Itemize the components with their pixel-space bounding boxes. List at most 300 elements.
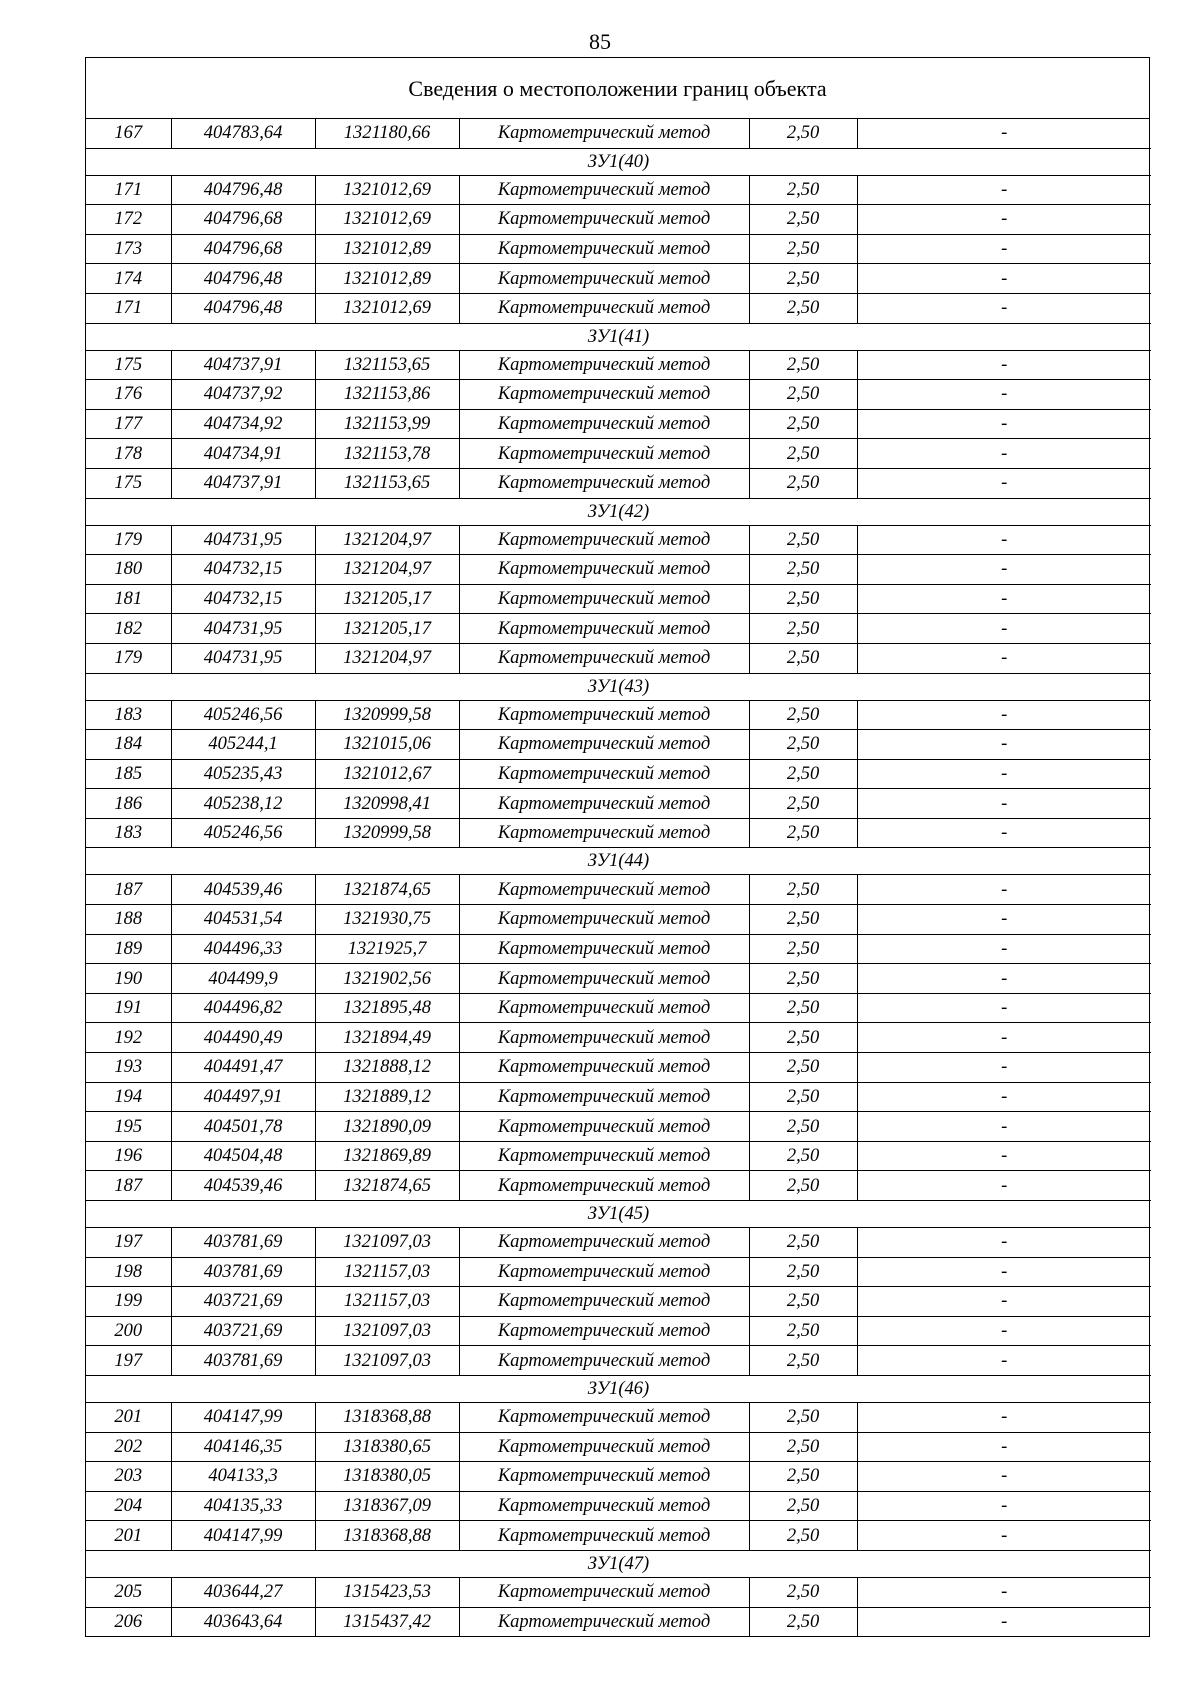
- method-cell: Картометрический метод: [459, 1228, 749, 1258]
- point-number-cell: 200: [86, 1316, 171, 1346]
- y-coordinate-cell: 1321930,75: [315, 905, 459, 935]
- precision-cell: 2,50: [749, 1346, 857, 1376]
- section-label: ЗУ1(43): [86, 673, 1151, 700]
- x-coordinate-cell: 405235,43: [171, 759, 315, 789]
- point-number-cell: 175: [86, 350, 171, 380]
- point-number-cell: 180: [86, 555, 171, 585]
- section-header-row: [86, 1201, 1151, 1228]
- method-cell: Картометрический метод: [459, 380, 749, 410]
- note-cell: -: [857, 1607, 1151, 1636]
- note-cell: -: [857, 875, 1151, 905]
- section-label: ЗУ1(41): [86, 323, 1151, 350]
- x-coordinate-cell: 404731,95: [171, 525, 315, 555]
- x-coordinate-cell: 404783,64: [171, 119, 315, 148]
- y-coordinate-cell: 1321097,03: [315, 1346, 459, 1376]
- note-cell: -: [857, 1287, 1151, 1317]
- method-cell: Картометрический метод: [459, 700, 749, 730]
- point-number-cell: 186: [86, 789, 171, 819]
- precision-cell: 2,50: [749, 293, 857, 323]
- table-row: [86, 1287, 1151, 1317]
- note-cell: -: [857, 730, 1151, 760]
- method-cell: Картометрический метод: [459, 1082, 749, 1112]
- point-number-cell: 178: [86, 439, 171, 469]
- method-cell: Картометрический метод: [459, 1257, 749, 1287]
- precision-cell: 2,50: [749, 614, 857, 644]
- table-row: [86, 1577, 1151, 1607]
- y-coordinate-cell: 1321012,67: [315, 759, 459, 789]
- section-header-row: [86, 1375, 1151, 1402]
- precision-cell: 2,50: [749, 1082, 857, 1112]
- precision-cell: 2,50: [749, 730, 857, 760]
- point-number-cell: 188: [86, 905, 171, 935]
- note-cell: -: [857, 525, 1151, 555]
- table-row: [86, 525, 1151, 555]
- point-number-cell: 173: [86, 234, 171, 264]
- y-coordinate-cell: 1318368,88: [315, 1521, 459, 1551]
- table-row: [86, 264, 1151, 294]
- table-row: [86, 1082, 1151, 1112]
- precision-cell: 2,50: [749, 1577, 857, 1607]
- x-coordinate-cell: 403644,27: [171, 1577, 315, 1607]
- method-cell: Картометрический метод: [459, 789, 749, 819]
- x-coordinate-cell: 404732,15: [171, 584, 315, 614]
- x-coordinate-cell: 404796,48: [171, 175, 315, 205]
- x-coordinate-cell: 403781,69: [171, 1346, 315, 1376]
- x-coordinate-cell: 404737,91: [171, 350, 315, 380]
- table-row: [86, 700, 1151, 730]
- table-row: [86, 1521, 1151, 1551]
- y-coordinate-cell: 1321869,89: [315, 1141, 459, 1171]
- point-number-cell: 181: [86, 584, 171, 614]
- x-coordinate-cell: 405246,56: [171, 818, 315, 848]
- method-cell: Картометрический метод: [459, 1053, 749, 1083]
- x-coordinate-cell: 404135,33: [171, 1491, 315, 1521]
- table-row: [86, 350, 1151, 380]
- x-coordinate-cell: 404490,49: [171, 1023, 315, 1053]
- table-row: [86, 905, 1151, 935]
- precision-cell: 2,50: [749, 759, 857, 789]
- x-coordinate-cell: 404496,33: [171, 934, 315, 964]
- note-cell: -: [857, 409, 1151, 439]
- precision-cell: 2,50: [749, 1112, 857, 1142]
- y-coordinate-cell: 1318367,09: [315, 1491, 459, 1521]
- table-row: [86, 818, 1151, 848]
- precision-cell: 2,50: [749, 964, 857, 994]
- point-number-cell: 189: [86, 934, 171, 964]
- precision-cell: 2,50: [749, 350, 857, 380]
- x-coordinate-cell: 404731,95: [171, 614, 315, 644]
- note-cell: -: [857, 264, 1151, 294]
- point-number-cell: 172: [86, 205, 171, 235]
- note-cell: -: [857, 1082, 1151, 1112]
- y-coordinate-cell: 1321012,69: [315, 175, 459, 205]
- table-row: [86, 730, 1151, 760]
- note-cell: -: [857, 175, 1151, 205]
- table-row: [86, 1228, 1151, 1258]
- point-number-cell: 175: [86, 468, 171, 498]
- x-coordinate-cell: 404737,92: [171, 380, 315, 410]
- point-number-cell: 171: [86, 293, 171, 323]
- point-number-cell: 187: [86, 1171, 171, 1201]
- method-cell: Картометрический метод: [459, 439, 749, 469]
- method-cell: Картометрический метод: [459, 905, 749, 935]
- table-title: Сведения о местоположении границ объекта: [86, 58, 1149, 119]
- point-number-cell: 192: [86, 1023, 171, 1053]
- point-number-cell: 205: [86, 1577, 171, 1607]
- note-cell: -: [857, 1023, 1151, 1053]
- method-cell: Картометрический метод: [459, 1141, 749, 1171]
- method-cell: Картометрический метод: [459, 875, 749, 905]
- y-coordinate-cell: 1321205,17: [315, 584, 459, 614]
- point-number-cell: 171: [86, 175, 171, 205]
- precision-cell: 2,50: [749, 1432, 857, 1462]
- note-cell: -: [857, 439, 1151, 469]
- note-cell: -: [857, 1316, 1151, 1346]
- note-cell: -: [857, 293, 1151, 323]
- precision-cell: 2,50: [749, 175, 857, 205]
- precision-cell: 2,50: [749, 1287, 857, 1317]
- note-cell: -: [857, 1346, 1151, 1376]
- section-label: ЗУ1(44): [86, 848, 1151, 875]
- note-cell: -: [857, 1141, 1151, 1171]
- x-coordinate-cell: 404539,46: [171, 1171, 315, 1201]
- method-cell: Картометрический метод: [459, 934, 749, 964]
- y-coordinate-cell: 1321895,48: [315, 993, 459, 1023]
- method-cell: Картометрический метод: [459, 1607, 749, 1636]
- note-cell: -: [857, 1491, 1151, 1521]
- section-header-row: [86, 148, 1151, 175]
- y-coordinate-cell: 1321204,97: [315, 525, 459, 555]
- point-number-cell: 167: [86, 119, 171, 148]
- point-number-cell: 198: [86, 1257, 171, 1287]
- y-coordinate-cell: 1321902,56: [315, 964, 459, 994]
- precision-cell: 2,50: [749, 1053, 857, 1083]
- section-label: ЗУ1(45): [86, 1201, 1151, 1228]
- x-coordinate-cell: 404531,54: [171, 905, 315, 935]
- point-number-cell: 193: [86, 1053, 171, 1083]
- section-header-row: [86, 848, 1151, 875]
- note-cell: -: [857, 1112, 1151, 1142]
- note-cell: -: [857, 759, 1151, 789]
- y-coordinate-cell: 1321097,03: [315, 1228, 459, 1258]
- note-cell: -: [857, 1462, 1151, 1492]
- method-cell: Картометрический метод: [459, 119, 749, 148]
- precision-cell: 2,50: [749, 525, 857, 555]
- precision-cell: 2,50: [749, 1228, 857, 1258]
- section-label: ЗУ1(42): [86, 498, 1151, 525]
- note-cell: -: [857, 700, 1151, 730]
- table-row: [86, 875, 1151, 905]
- table-row: [86, 1257, 1151, 1287]
- point-number-cell: 203: [86, 1462, 171, 1492]
- table-row: [86, 439, 1151, 469]
- y-coordinate-cell: 1320998,41: [315, 789, 459, 819]
- x-coordinate-cell: 404734,92: [171, 409, 315, 439]
- method-cell: Картометрический метод: [459, 643, 749, 673]
- method-cell: Картометрический метод: [459, 584, 749, 614]
- note-cell: -: [857, 1171, 1151, 1201]
- table-row: [86, 1346, 1151, 1376]
- y-coordinate-cell: 1321894,49: [315, 1023, 459, 1053]
- x-coordinate-cell: 404147,99: [171, 1521, 315, 1551]
- x-coordinate-cell: 404796,48: [171, 293, 315, 323]
- point-number-cell: 187: [86, 875, 171, 905]
- y-coordinate-cell: 1321012,89: [315, 264, 459, 294]
- point-number-cell: 184: [86, 730, 171, 760]
- note-cell: -: [857, 380, 1151, 410]
- y-coordinate-cell: 1321204,97: [315, 555, 459, 585]
- x-coordinate-cell: 403721,69: [171, 1316, 315, 1346]
- table-row: [86, 1316, 1151, 1346]
- table-row: [86, 380, 1151, 410]
- x-coordinate-cell: 404796,48: [171, 264, 315, 294]
- note-cell: -: [857, 934, 1151, 964]
- x-coordinate-cell: 403781,69: [171, 1257, 315, 1287]
- note-cell: -: [857, 1521, 1151, 1551]
- method-cell: Картометрический метод: [459, 993, 749, 1023]
- x-coordinate-cell: 403721,69: [171, 1287, 315, 1317]
- precision-cell: 2,50: [749, 1141, 857, 1171]
- note-cell: -: [857, 614, 1151, 644]
- point-number-cell: 191: [86, 993, 171, 1023]
- y-coordinate-cell: 1321012,69: [315, 205, 459, 235]
- x-coordinate-cell: 403643,64: [171, 1607, 315, 1636]
- note-cell: -: [857, 993, 1151, 1023]
- method-cell: Картометрический метод: [459, 1521, 749, 1551]
- table-row: [86, 119, 1151, 148]
- y-coordinate-cell: 1321153,78: [315, 439, 459, 469]
- point-number-cell: 182: [86, 614, 171, 644]
- y-coordinate-cell: 1321157,03: [315, 1257, 459, 1287]
- method-cell: Картометрический метод: [459, 759, 749, 789]
- precision-cell: 2,50: [749, 264, 857, 294]
- note-cell: -: [857, 468, 1151, 498]
- table-row: [86, 468, 1151, 498]
- note-cell: -: [857, 350, 1151, 380]
- point-number-cell: 204: [86, 1491, 171, 1521]
- table-row: [86, 1607, 1151, 1636]
- y-coordinate-cell: 1321874,65: [315, 1171, 459, 1201]
- x-coordinate-cell: 403781,69: [171, 1228, 315, 1258]
- precision-cell: 2,50: [749, 468, 857, 498]
- precision-cell: 2,50: [749, 119, 857, 148]
- x-coordinate-cell: 404497,91: [171, 1082, 315, 1112]
- x-coordinate-cell: 404499,9: [171, 964, 315, 994]
- x-coordinate-cell: 404731,95: [171, 643, 315, 673]
- note-cell: -: [857, 1432, 1151, 1462]
- point-number-cell: 177: [86, 409, 171, 439]
- method-cell: Картометрический метод: [459, 234, 749, 264]
- table-row: [86, 293, 1151, 323]
- y-coordinate-cell: 1321153,65: [315, 350, 459, 380]
- point-number-cell: 201: [86, 1402, 171, 1432]
- point-number-cell: 195: [86, 1112, 171, 1142]
- precision-cell: 2,50: [749, 643, 857, 673]
- note-cell: -: [857, 1053, 1151, 1083]
- precision-cell: 2,50: [749, 205, 857, 235]
- coordinates-table: [86, 119, 1151, 1636]
- method-cell: Картометрический метод: [459, 1462, 749, 1492]
- y-coordinate-cell: 1321890,09: [315, 1112, 459, 1142]
- precision-cell: 2,50: [749, 380, 857, 410]
- x-coordinate-cell: 405244,1: [171, 730, 315, 760]
- y-coordinate-cell: 1318368,88: [315, 1402, 459, 1432]
- x-coordinate-cell: 404496,82: [171, 993, 315, 1023]
- x-coordinate-cell: 404734,91: [171, 439, 315, 469]
- note-cell: -: [857, 1228, 1151, 1258]
- method-cell: Картометрический метод: [459, 1112, 749, 1142]
- precision-cell: 2,50: [749, 1023, 857, 1053]
- y-coordinate-cell: 1318380,65: [315, 1432, 459, 1462]
- y-coordinate-cell: 1315423,53: [315, 1577, 459, 1607]
- y-coordinate-cell: 1318380,05: [315, 1462, 459, 1492]
- y-coordinate-cell: 1321012,89: [315, 234, 459, 264]
- precision-cell: 2,50: [749, 789, 857, 819]
- method-cell: Картометрический метод: [459, 964, 749, 994]
- method-cell: Картометрический метод: [459, 175, 749, 205]
- note-cell: -: [857, 905, 1151, 935]
- y-coordinate-cell: 1321180,66: [315, 119, 459, 148]
- point-number-cell: 176: [86, 380, 171, 410]
- table-row: [86, 1171, 1151, 1201]
- section-header-row: [86, 1550, 1151, 1577]
- table-row: [86, 964, 1151, 994]
- method-cell: Картометрический метод: [459, 555, 749, 585]
- x-coordinate-cell: 404133,3: [171, 1462, 315, 1492]
- x-coordinate-cell: 404539,46: [171, 875, 315, 905]
- y-coordinate-cell: 1321157,03: [315, 1287, 459, 1317]
- y-coordinate-cell: 1321097,03: [315, 1316, 459, 1346]
- method-cell: Картометрический метод: [459, 409, 749, 439]
- table-row: [86, 1053, 1151, 1083]
- y-coordinate-cell: 1321205,17: [315, 614, 459, 644]
- note-cell: -: [857, 234, 1151, 264]
- precision-cell: 2,50: [749, 818, 857, 848]
- method-cell: Картометрический метод: [459, 614, 749, 644]
- point-number-cell: 183: [86, 818, 171, 848]
- point-number-cell: 179: [86, 643, 171, 673]
- coordinates-table-frame: [85, 57, 1150, 1637]
- point-number-cell: 197: [86, 1346, 171, 1376]
- x-coordinate-cell: 404732,15: [171, 555, 315, 585]
- y-coordinate-cell: 1321874,65: [315, 875, 459, 905]
- x-coordinate-cell: 404147,99: [171, 1402, 315, 1432]
- point-number-cell: 179: [86, 525, 171, 555]
- table-row: [86, 584, 1151, 614]
- section-label: ЗУ1(40): [86, 148, 1151, 175]
- method-cell: Картометрический метод: [459, 350, 749, 380]
- coordinates-table-body: [86, 119, 1151, 1636]
- precision-cell: 2,50: [749, 584, 857, 614]
- x-coordinate-cell: 404146,35: [171, 1432, 315, 1462]
- point-number-cell: 202: [86, 1432, 171, 1462]
- y-coordinate-cell: 1321888,12: [315, 1053, 459, 1083]
- page-number: 85: [589, 29, 611, 54]
- precision-cell: 2,50: [749, 993, 857, 1023]
- point-number-cell: 185: [86, 759, 171, 789]
- y-coordinate-cell: 1320999,58: [315, 700, 459, 730]
- table-row: [86, 643, 1151, 673]
- x-coordinate-cell: 404796,68: [171, 234, 315, 264]
- point-number-cell: 201: [86, 1521, 171, 1551]
- method-cell: Картометрический метод: [459, 1023, 749, 1053]
- method-cell: Картометрический метод: [459, 1346, 749, 1376]
- y-coordinate-cell: 1321153,86: [315, 380, 459, 410]
- method-cell: Картометрический метод: [459, 730, 749, 760]
- x-coordinate-cell: 405246,56: [171, 700, 315, 730]
- precision-cell: 2,50: [749, 1521, 857, 1551]
- table-row: [86, 1432, 1151, 1462]
- x-coordinate-cell: 404737,91: [171, 468, 315, 498]
- table-row: [86, 1491, 1151, 1521]
- method-cell: Картометрический метод: [459, 1432, 749, 1462]
- point-number-cell: 196: [86, 1141, 171, 1171]
- precision-cell: 2,50: [749, 439, 857, 469]
- table-row: [86, 205, 1151, 235]
- method-cell: Картометрический метод: [459, 1287, 749, 1317]
- note-cell: -: [857, 964, 1151, 994]
- note-cell: -: [857, 643, 1151, 673]
- table-row: [86, 175, 1151, 205]
- section-header-row: [86, 323, 1151, 350]
- x-coordinate-cell: 404504,48: [171, 1141, 315, 1171]
- x-coordinate-cell: 405238,12: [171, 789, 315, 819]
- note-cell: -: [857, 119, 1151, 148]
- x-coordinate-cell: 404491,47: [171, 1053, 315, 1083]
- table-row: [86, 934, 1151, 964]
- section-header-row: [86, 673, 1151, 700]
- precision-cell: 2,50: [749, 1402, 857, 1432]
- note-cell: -: [857, 555, 1151, 585]
- method-cell: Картометрический метод: [459, 1491, 749, 1521]
- table-row: [86, 759, 1151, 789]
- point-number-cell: 194: [86, 1082, 171, 1112]
- method-cell: Картометрический метод: [459, 1402, 749, 1432]
- y-coordinate-cell: 1320999,58: [315, 818, 459, 848]
- precision-cell: 2,50: [749, 234, 857, 264]
- note-cell: -: [857, 584, 1151, 614]
- y-coordinate-cell: 1315437,42: [315, 1607, 459, 1636]
- note-cell: -: [857, 205, 1151, 235]
- table-row: [86, 409, 1151, 439]
- precision-cell: 2,50: [749, 1316, 857, 1346]
- y-coordinate-cell: 1321889,12: [315, 1082, 459, 1112]
- precision-cell: 2,50: [749, 905, 857, 935]
- table-row: [86, 993, 1151, 1023]
- method-cell: Картометрический метод: [459, 525, 749, 555]
- table-row: [86, 234, 1151, 264]
- precision-cell: 2,50: [749, 555, 857, 585]
- precision-cell: 2,50: [749, 934, 857, 964]
- method-cell: Картометрический метод: [459, 1171, 749, 1201]
- note-cell: -: [857, 789, 1151, 819]
- point-number-cell: 199: [86, 1287, 171, 1317]
- note-cell: -: [857, 818, 1151, 848]
- precision-cell: 2,50: [749, 1607, 857, 1636]
- x-coordinate-cell: 404796,68: [171, 205, 315, 235]
- table-row: [86, 1402, 1151, 1432]
- precision-cell: 2,50: [749, 1491, 857, 1521]
- precision-cell: 2,50: [749, 700, 857, 730]
- y-coordinate-cell: 1321204,97: [315, 643, 459, 673]
- method-cell: Картометрический метод: [459, 1577, 749, 1607]
- y-coordinate-cell: 1321925,7: [315, 934, 459, 964]
- table-row: [86, 1141, 1151, 1171]
- note-cell: -: [857, 1257, 1151, 1287]
- section-label: ЗУ1(46): [86, 1375, 1151, 1402]
- method-cell: Картометрический метод: [459, 818, 749, 848]
- precision-cell: 2,50: [749, 1462, 857, 1492]
